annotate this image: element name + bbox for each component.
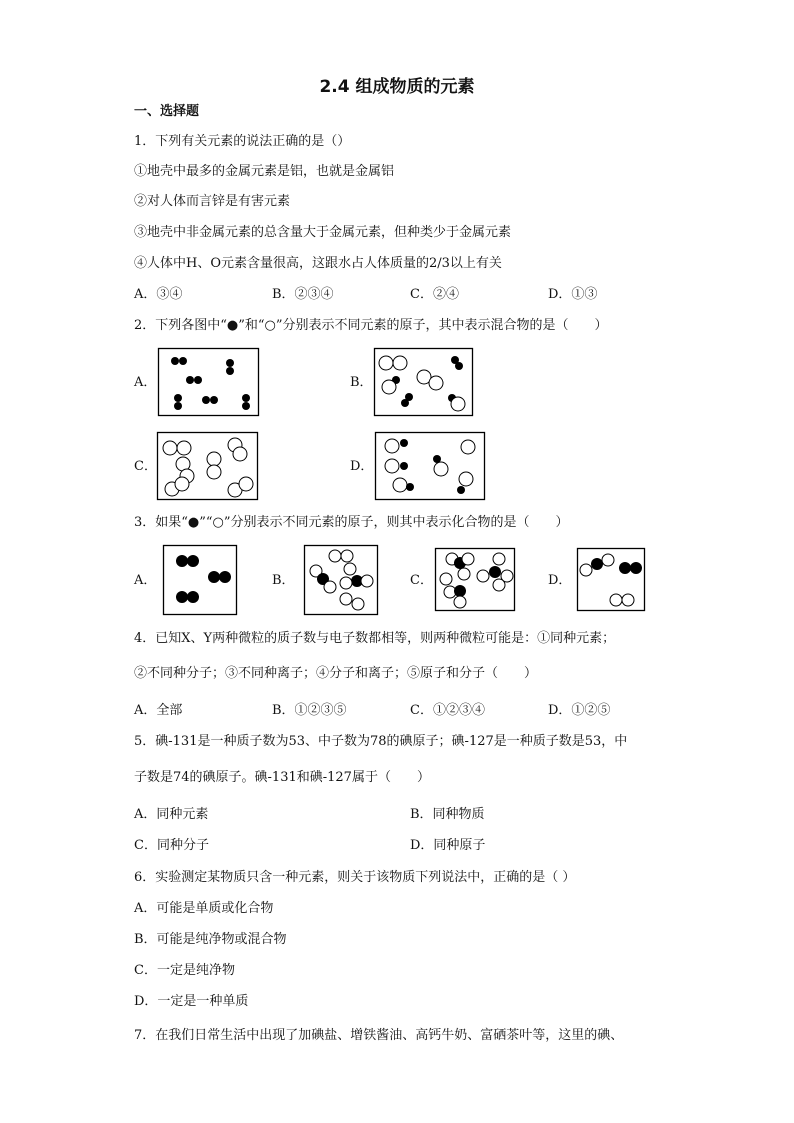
q4-option-c[interactable]: C．①②③④ [410, 703, 485, 718]
q7-stem: 7．在我们日常生活中出现了加碘盐、增铁酱油、高钙牛奶、富硒茶叶等，这里的碘、 [134, 1028, 624, 1043]
q3-diagram-a [163, 545, 237, 615]
q1-stem: 1．下列有关元素的说法正确的是（） [134, 134, 351, 149]
q2-diagram-b [374, 348, 473, 416]
q2-stem: 2．下列各图中“●”和“○”分别表示不同元素的原子，其中表示混合物的是（ ） [134, 318, 608, 333]
q3-option-c[interactable]: C． [410, 573, 433, 588]
q1-option-a[interactable]: A．③④ [134, 287, 183, 302]
q1-statement-3: ③地壳中非金属元素的总含量大于金属元素，但种类少于金属元素 [134, 225, 512, 240]
q6-stem: 6．实验测定某物质只含一种元素，则关于该物质下列说法中，正确的是（ ） [134, 870, 576, 885]
q5-option-d[interactable]: D．同种原子 [410, 838, 486, 853]
page-title: 2.4 组成物质的元素 [319, 77, 475, 97]
q2-diagram-a [158, 348, 259, 416]
q4-option-a[interactable]: A．全部 [134, 703, 183, 718]
q5-stem-line2: 子数是74的碘原子。碘-131和碘-127属于（ ） [134, 770, 430, 785]
q4-option-b[interactable]: B．①②③⑤ [272, 703, 347, 718]
q1-statement-4: ④人体中H、O元素含量很高，这跟水占人体质量的2/3以上有关 [134, 256, 502, 271]
q2-option-c[interactable]: C． [134, 459, 157, 474]
q4-stem-line2: ②不同种分子；③不同种离子；④分子和离子；⑤原子和分子（ ） [134, 666, 538, 681]
q1-option-b[interactable]: B．②③④ [272, 287, 334, 302]
q3-diagram-b [304, 545, 378, 615]
q5-option-a[interactable]: A．同种元素 [134, 807, 209, 822]
q3-option-a[interactable]: A． [134, 573, 157, 588]
q2-diagram-c [157, 432, 258, 500]
q3-diagram-d [577, 548, 645, 611]
q2-option-a[interactable]: A． [134, 375, 157, 390]
q1-statement-1: ①地壳中最多的金属元素是铝，也就是金属铝 [134, 164, 395, 179]
q6-option-a[interactable]: A．可能是单质或化合物 [134, 901, 274, 916]
q5-option-b[interactable]: B．同种物质 [410, 807, 485, 822]
q6-option-b[interactable]: B．可能是纯净物或混合物 [134, 932, 287, 947]
q4-stem-line1: 4．已知X、Y两种微粒的质子数与电子数都相等，则两种微粒可能是：①同种元素； [134, 631, 616, 646]
q6-option-c[interactable]: C．一定是纯净物 [134, 963, 235, 978]
q6-option-d[interactable]: D．一定是一种单质 [134, 994, 249, 1009]
q3-option-b[interactable]: B． [272, 573, 295, 588]
q1-option-d[interactable]: D．①③ [548, 287, 598, 302]
q3-diagram-c [435, 548, 515, 611]
section-heading: 一、选择题 [134, 104, 200, 119]
q3-stem: 3．如果“●”“○”分别表示不同元素的原子，则其中表示化合物的是（ ） [134, 515, 569, 530]
q5-option-c[interactable]: C．同种分子 [134, 838, 209, 853]
q3-option-d[interactable]: D． [548, 573, 572, 588]
q1-statement-2: ②对人体而言锌是有害元素 [134, 194, 291, 209]
q2-option-d[interactable]: D． [350, 459, 374, 474]
q2-diagram-d [375, 432, 485, 500]
q5-stem-line1: 5．碘-131是一种质子数为53、中子数为78的碘原子；碘-127是一种质子数是53，中 [134, 734, 628, 749]
q2-option-b[interactable]: B． [350, 375, 373, 390]
q1-option-c[interactable]: C．②④ [410, 287, 459, 302]
q4-option-d[interactable]: D．①②⑤ [548, 703, 611, 718]
